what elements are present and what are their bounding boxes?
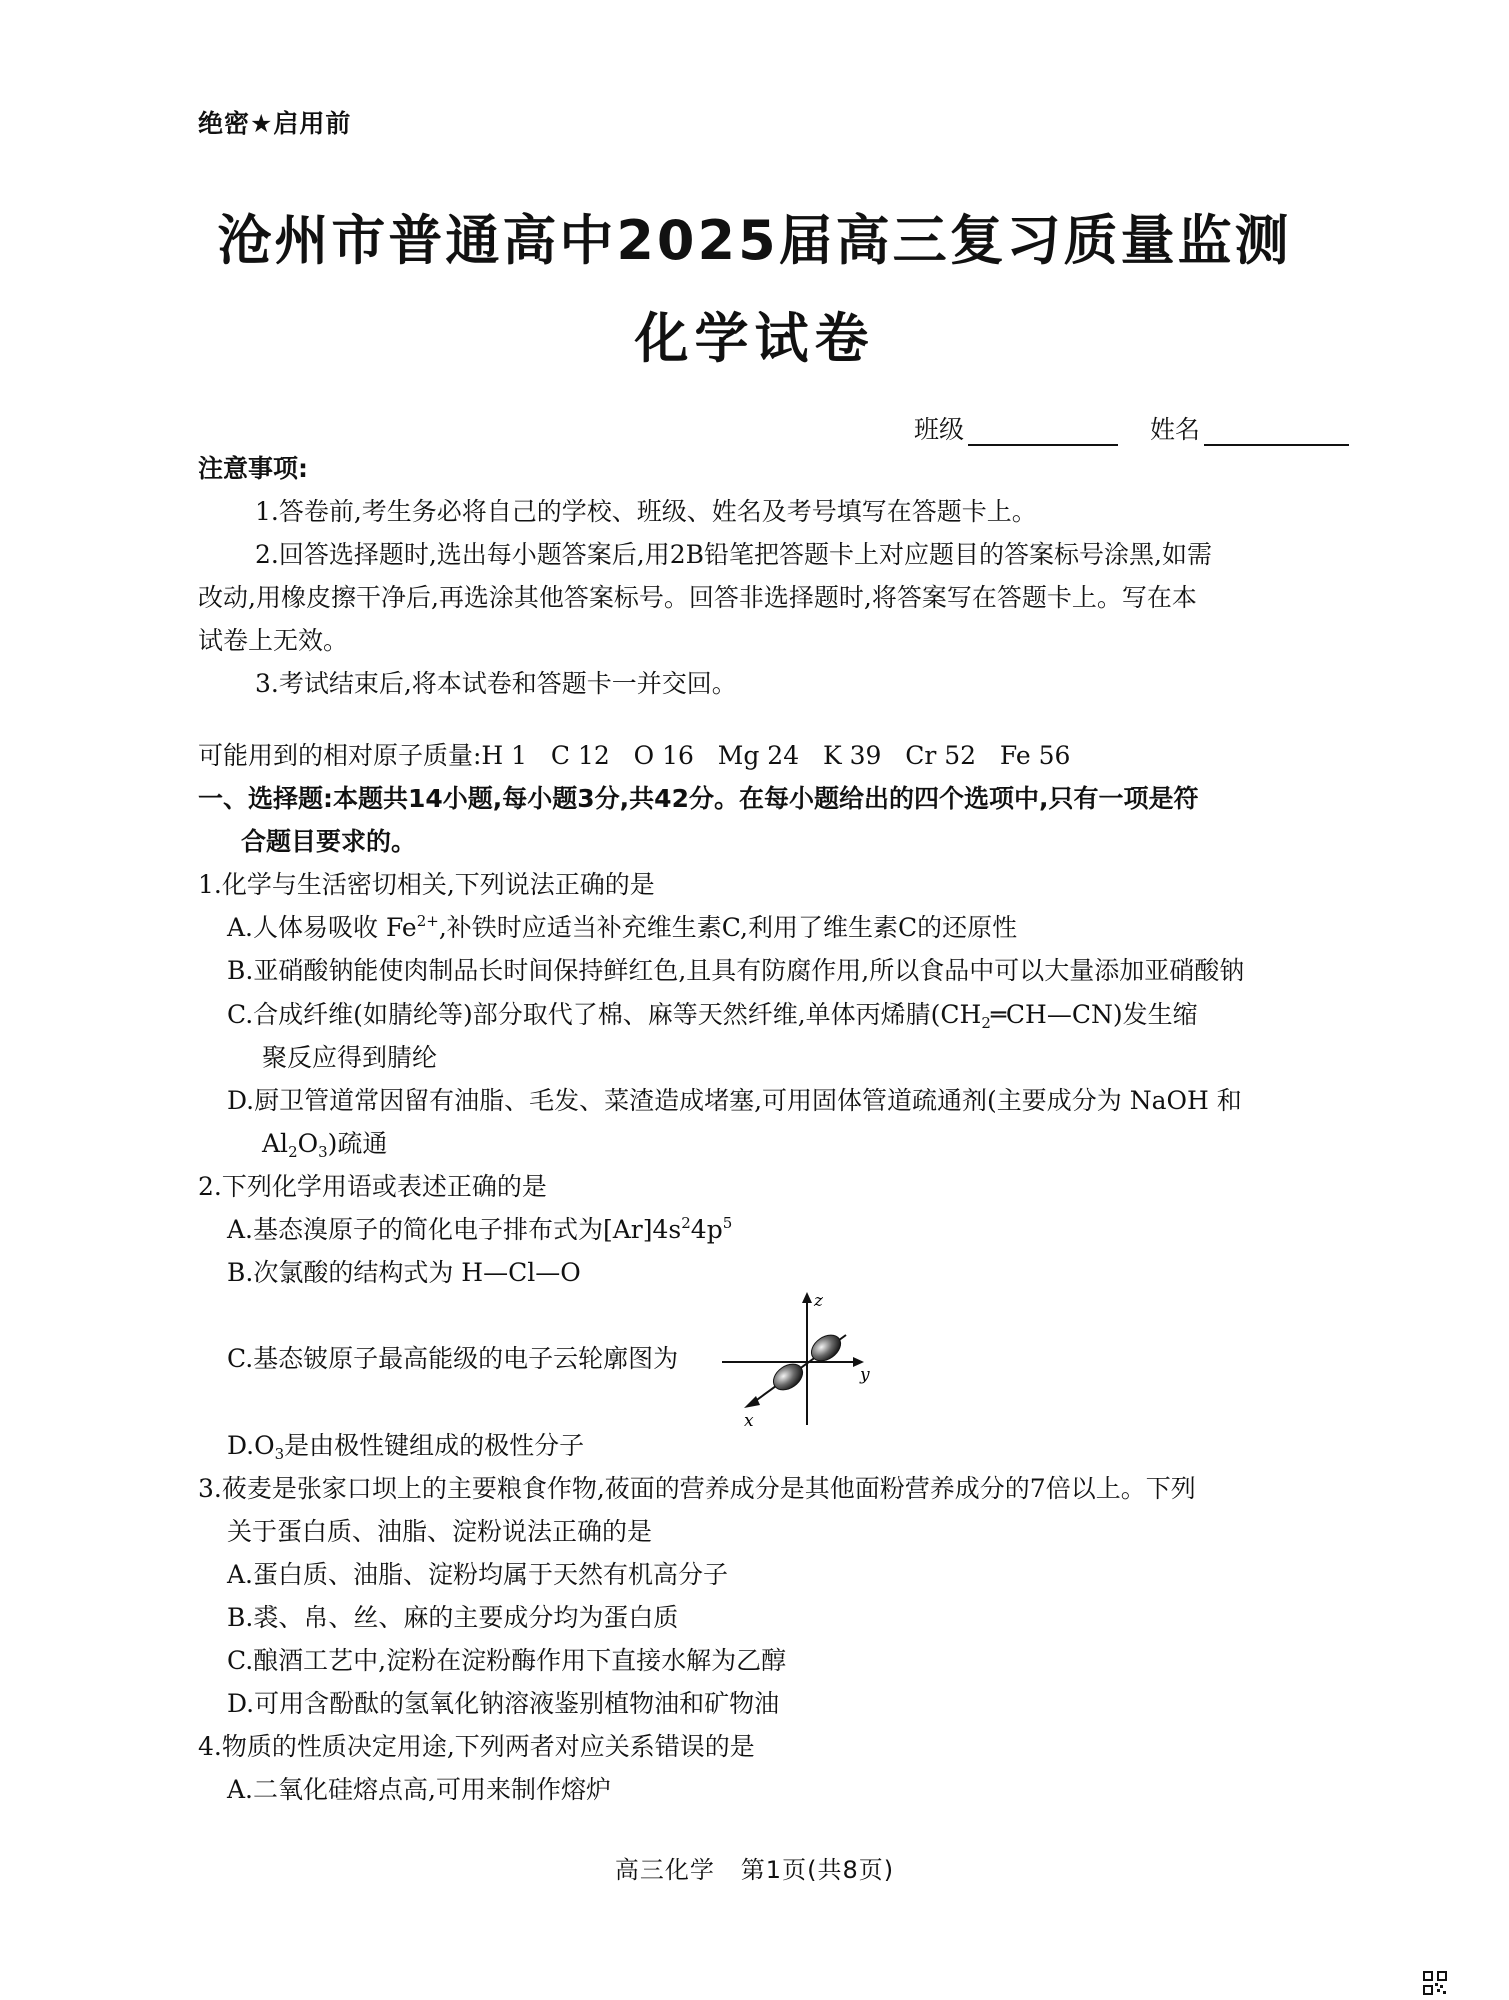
subscript: 3: [274, 1445, 285, 1463]
subscript: 2: [981, 1014, 991, 1032]
notice-item-1: 1.答卷前,考生务必将自己的学校、班级、姓名及考号填写在答题卡上。: [255, 497, 1037, 526]
superscript: 5: [722, 1214, 733, 1232]
class-field[interactable]: [968, 414, 1118, 446]
question-1-option-a[interactable]: [227, 913, 1017, 943]
p-orbital-diagram: [722, 1290, 872, 1430]
superscript: 2+: [416, 912, 439, 930]
notice-item-2-line-1: 2.回答选择题时,选出每小题答案后,用2B铅笔把答题卡上对应题目的答案标号涂黑,如需: [255, 540, 1212, 569]
question-2-option-a[interactable]: [227, 1215, 732, 1245]
student-info: [914, 410, 1349, 446]
formula-o: O: [297, 1129, 319, 1158]
question-3-option-c[interactable]: C.酿酒工艺中,淀粉在淀粉酶作用下直接水解为乙醇: [227, 1646, 787, 1675]
section-heading-line-2: 合题目要求的。: [241, 827, 417, 856]
z-arrow-icon: [802, 1292, 812, 1303]
question-1-option-b[interactable]: B.亚硝酸钠能使肉制品长时间保持鲜红色,且具有防腐作用,所以食品中可以大量添加亚硝酸钠: [227, 956, 1245, 985]
notice-item-3: 3.考试结束后,将本试卷和答题卡一并交回。: [255, 669, 737, 698]
question-3-option-d[interactable]: D.可用含酚酞的氢氧化钠溶液鉴别植物油和矿物油: [227, 1689, 780, 1718]
x-axis-label: x: [744, 1411, 754, 1430]
question-1-option-c[interactable]: [227, 1000, 1198, 1030]
name-field[interactable]: [1204, 414, 1349, 446]
option-text: 4p: [690, 1215, 723, 1244]
name-label: 姓名: [1150, 415, 1201, 444]
option-text: D.O: [227, 1431, 275, 1460]
confidential-label: 绝密★启用前: [198, 109, 352, 138]
question-1-option-c-line-2: 聚反应得到腈纶: [262, 1043, 438, 1072]
x-arrow-icon: [744, 1396, 760, 1408]
z-axis-label: z: [814, 1291, 823, 1311]
notice-item-2-line-2: 改动,用橡皮擦干净后,再选涂其他答案标号。回答非选择题时,将答案写在答题卡上。写在本: [198, 583, 1197, 612]
section-heading-line-1: 一、选择题:本题共14小题,每小题3分,共42分。在每小题给出的四个选项中,只有一项是符: [198, 784, 1199, 813]
question-3-option-a[interactable]: A.蛋白质、油脂、淀粉均属于天然有机高分子: [227, 1560, 729, 1589]
option-text: 是由极性键组成的极性分子: [284, 1431, 585, 1460]
option-text: A.基态溴原子的简化电子排布式为[Ar]4s: [227, 1215, 682, 1244]
subscript: 2: [288, 1143, 298, 1161]
notice-heading: 注意事项:: [198, 454, 308, 483]
question-2-option-c[interactable]: C.基态铍原子最高能级的电子云轮廓图为: [227, 1344, 679, 1373]
option-text: C.合成纤维(如腈纶等)部分取代了棉、麻等天然纤维,单体丙烯腈(CH: [227, 1000, 982, 1029]
question-3-stem-line-2: 关于蛋白质、油脂、淀粉说法正确的是: [227, 1517, 653, 1546]
page-subtitle: 化学试卷: [634, 307, 875, 370]
y-axis-label: y: [860, 1365, 870, 1385]
qr-code-icon: [1423, 1971, 1447, 1995]
option-text: ,补铁时应适当补充维生素C,利用了维生素C的还原性: [438, 913, 1018, 942]
class-label: 班级: [914, 415, 965, 444]
subscript: 3: [318, 1143, 328, 1161]
question-4-option-a[interactable]: A.二氧化硅熔点高,可用来制作熔炉: [227, 1775, 611, 1804]
option-text: ═CH—CN)发生缩: [990, 1000, 1198, 1029]
page-footer: 高三化学 第1页(共8页): [614, 1856, 895, 1884]
question-2-option-b[interactable]: B.次氯酸的结构式为 H—Cl—O: [227, 1258, 581, 1287]
page-title: 沧州市普通高中2025届高三复习质量监测: [217, 209, 1292, 272]
formula-al: Al: [262, 1129, 289, 1158]
question-1-option-d[interactable]: D.厨卫管道常因留有油脂、毛发、菜渣造成堵塞,可用固体管道疏通剂(主要成分为 NaOH 和: [227, 1086, 1242, 1115]
option-text: A.人体易吸收 Fe: [227, 913, 417, 942]
question-2-stem: 2.下列化学用语或表述正确的是: [198, 1172, 547, 1201]
orbital-lobe-lower: [769, 1359, 808, 1395]
atomic-masses: 可能用到的相对原子质量:H 1 C 12 O 16 Mg 24 K 39 Cr 52 Fe 56: [198, 741, 1071, 770]
question-3-option-b[interactable]: B.裘、帛、丝、麻的主要成分均为蛋白质: [227, 1603, 679, 1632]
question-1-stem: 1.化学与生活密切相关,下列说法正确的是: [198, 870, 655, 899]
question-1-option-d-line-2: [262, 1129, 387, 1159]
superscript: 2: [681, 1214, 691, 1232]
question-3-stem-line-1: 3.莜麦是张家口坝上的主要粮食作物,莜面的营养成分是其他面粉营养成分的7倍以上。下列: [198, 1474, 1196, 1503]
orbital-lobe-upper: [807, 1330, 846, 1366]
question-4-stem: 4.物质的性质决定用途,下列两者对应关系错误的是: [198, 1732, 755, 1761]
option-text: )疏通: [327, 1129, 388, 1158]
question-2-option-d[interactable]: [227, 1431, 584, 1461]
notice-item-2-line-3: 试卷上无效。: [198, 626, 349, 655]
